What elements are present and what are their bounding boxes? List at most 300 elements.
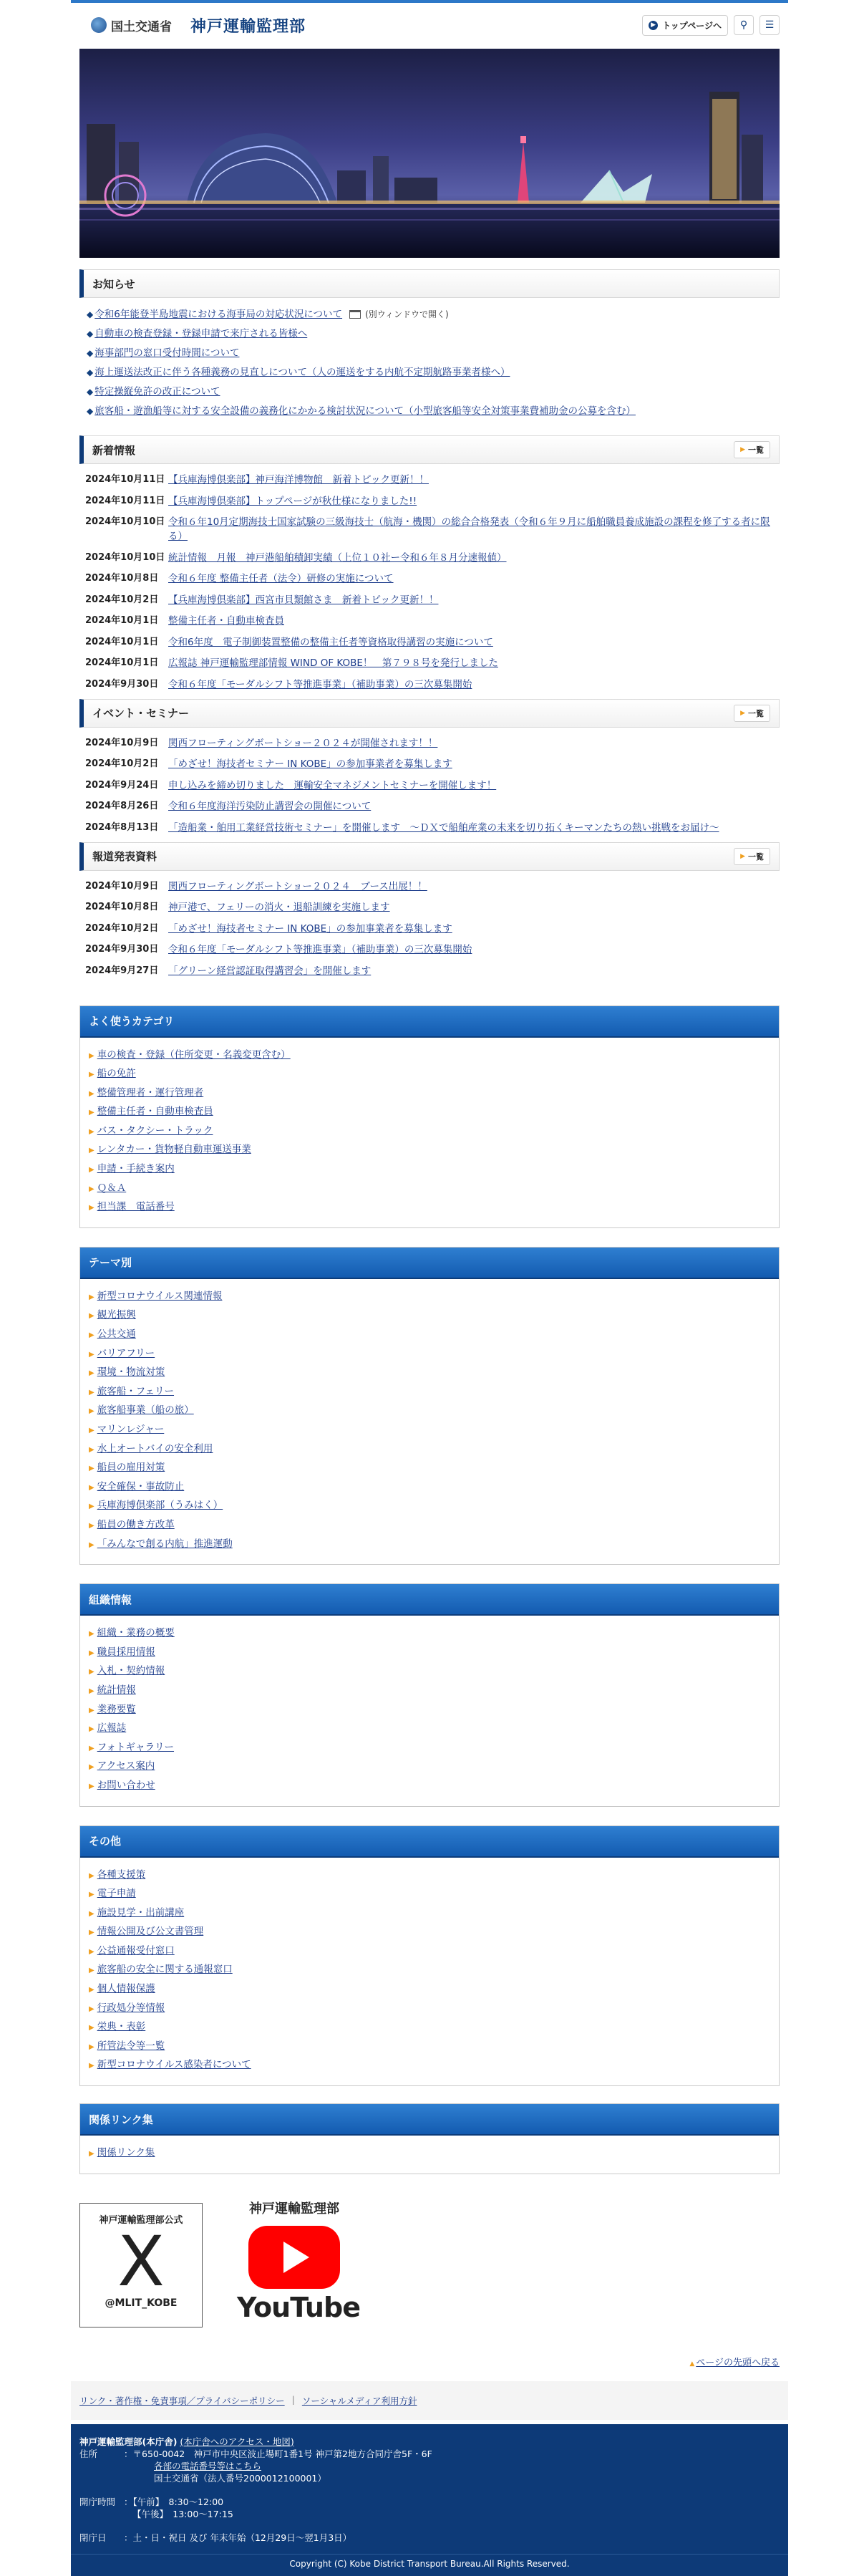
news-text-wrap	[168, 677, 780, 692]
news-date: 2024年9月24日	[85, 779, 159, 791]
arrow-up-icon: ▲	[689, 2360, 695, 2368]
category-item	[89, 2144, 779, 2163]
category-link[interactable]: 旅客船事業（船の旅）	[97, 1404, 194, 1417]
category-container	[71, 1005, 788, 2174]
category-link[interactable]: 行政処分等情報	[97, 2002, 165, 2014]
new-window-icon	[349, 310, 361, 319]
category-item	[89, 1103, 779, 1122]
back-to-top	[79, 2355, 780, 2368]
notice-item	[87, 324, 780, 344]
news-date: 2024年10月8日	[85, 902, 159, 912]
news-date: 2024年9月27日	[85, 965, 159, 976]
news-date: 2024年8月13日	[85, 821, 159, 833]
news-item	[85, 942, 780, 957]
arrow-right-icon: ▶	[89, 2024, 94, 2032]
press-more-button[interactable]	[734, 848, 770, 865]
category-title: その他	[80, 1826, 779, 1858]
news-date: 2024年10月1日	[85, 657, 159, 668]
news-text-wrap	[168, 757, 780, 771]
youtube-banner[interactable]	[237, 2201, 360, 2327]
category-item	[89, 2018, 779, 2037]
news-text-wrap	[168, 614, 780, 628]
arrow-right-icon: ▶	[89, 1649, 94, 1657]
category-item	[89, 1478, 779, 1497]
category-box	[79, 1005, 780, 1228]
news-text-wrap	[168, 799, 780, 814]
category-link[interactable]: 「みんなで創る内航」推進運動	[97, 1538, 233, 1550]
latest-header	[79, 435, 780, 464]
category-link[interactable]: 情報公開及び公文書管理	[97, 1926, 204, 1938]
category-item	[89, 1866, 779, 1886]
news-text-wrap	[168, 778, 780, 793]
category-link[interactable]: 各種支援策	[97, 1868, 146, 1881]
category-list	[80, 1038, 779, 1227]
arrow-right-icon: ▶	[89, 1483, 94, 1492]
closed-label: 閉庁日	[79, 2532, 107, 2543]
notice-item	[87, 402, 780, 421]
arrow-right-icon: ▶	[89, 1127, 94, 1136]
events-list	[79, 736, 780, 835]
category-item	[89, 1402, 779, 1421]
news-text-wrap	[168, 515, 780, 544]
category-box	[79, 1583, 780, 1806]
closed-text: ：土・日・祝日 及び 年末年始（12月29日～翌1月3日）	[124, 2532, 352, 2543]
category-link[interactable]: 兵庫海博倶楽部（うみはく）	[97, 1500, 223, 1512]
category-item	[89, 1364, 779, 1383]
events-title: イベント・セミナー	[92, 707, 190, 720]
arrow-right-icon: ▶	[89, 1967, 94, 1975]
category-item	[89, 1662, 779, 1682]
news-text-wrap	[168, 571, 780, 586]
latest-more-button[interactable]	[734, 441, 770, 458]
news-link[interactable]: 【兵庫海博倶楽部】神戸海洋博物館 新着トピック更新！！	[168, 474, 429, 486]
news-item	[85, 614, 780, 628]
social-policy-link[interactable]: ソーシャルメディア利用方針	[301, 2395, 417, 2406]
notice-link[interactable]: 特定操縦免許の改正について	[94, 386, 220, 397]
news-link[interactable]: 令和６年度 整備主任者（法令）研修の実施について	[168, 573, 394, 584]
search-icon: ⚲	[739, 19, 748, 31]
events-section	[79, 699, 780, 835]
brand	[91, 14, 306, 37]
arrow-right-icon: ▶	[89, 1929, 94, 1937]
arrow-right-icon: ▶	[89, 1706, 94, 1714]
events-more-button[interactable]	[734, 705, 770, 722]
top-page-label: トップページへ	[662, 20, 722, 31]
category-item	[89, 1326, 779, 1345]
category-link[interactable]: 船の免許	[97, 1068, 136, 1080]
news-date: 2024年10月10日	[85, 551, 165, 563]
category-link[interactable]: 整備主任者・自動車検査員	[97, 1106, 213, 1118]
youtube-logo-icon	[248, 2226, 340, 2289]
category-link[interactable]: 組織・業務の概要	[97, 1627, 175, 1639]
category-item	[89, 1624, 779, 1644]
category-link[interactable]: 整備管理者・運行管理者	[97, 1086, 204, 1099]
news-item	[85, 494, 780, 508]
news-date: 2024年10月8日	[85, 573, 159, 584]
category-item	[89, 1961, 779, 1980]
category-item	[89, 1701, 779, 1720]
category-box	[79, 2103, 780, 2174]
press-list	[79, 879, 780, 978]
arrow-right-icon: ▶	[89, 1369, 94, 1378]
news-item	[85, 593, 780, 607]
news-text-wrap	[168, 736, 780, 751]
category-item	[89, 1942, 779, 1962]
category-item	[89, 1719, 779, 1739]
category-list	[80, 1279, 779, 1564]
category-item	[89, 1141, 779, 1160]
category-link[interactable]: 入札・契約情報	[97, 1665, 165, 1677]
notice-item	[87, 382, 780, 402]
category-link[interactable]: フォトギャラリー	[97, 1741, 175, 1753]
news-text-wrap	[168, 964, 780, 978]
arrow-right-icon: ▶	[89, 1668, 94, 1677]
category-link[interactable]: 公益通報受付窓口	[97, 1944, 175, 1957]
news-text-wrap	[168, 473, 780, 487]
x-handle: @MLIT_KOBE	[105, 2297, 178, 2309]
category-link[interactable]: アクセス案内	[97, 1760, 155, 1772]
arrow-right-icon: ▶	[89, 1185, 94, 1193]
news-date: 2024年9月30日	[85, 944, 159, 955]
arrow-right-icon: ▶	[89, 1089, 94, 1098]
notice-link[interactable]: 海上運送法改正に伴う各種義務の見直しについて（人の運送をする内航不定期航路事業者様へ）	[94, 367, 510, 378]
arrow-right-icon: ▶	[89, 1502, 94, 1511]
category-link[interactable]: 広報誌	[97, 1722, 127, 1735]
news-item	[85, 900, 780, 915]
news-date: 2024年10月1日	[85, 636, 159, 647]
phone-row	[79, 2460, 780, 2472]
category-item	[89, 1516, 779, 1535]
youtube-wordmark: YouTube	[237, 2291, 360, 2323]
category-item	[89, 1459, 779, 1478]
arrow-right-icon: ▶	[89, 1763, 94, 1772]
news-link[interactable]: 令和６年10月定期海技士国家試験の三級海技士（航海・機関）の総合合格発表（令和６年９月に船舶職員養成施設の課程を修了する者に限る）	[168, 516, 770, 542]
category-link[interactable]: 申請・手続き案内	[97, 1163, 175, 1175]
copyright: Copyright (C) Kobe District Transport Bureau.All Rights Reserved.	[71, 2554, 788, 2576]
category-box	[79, 1247, 780, 1565]
arrow-right-icon: ▶	[89, 1166, 94, 1174]
category-link[interactable]: 旅客船の安全に関する通報窓口	[97, 1964, 233, 1976]
news-date: 2024年10月11日	[85, 474, 165, 485]
news-item	[85, 964, 780, 978]
news-link[interactable]: 「造船業・舶用工業経営技術セミナー」を開催します ～ＤＸで船舶産業の未来を切り拓くキーマンたちの熱い挑戦をお届け～	[168, 821, 719, 834]
category-link[interactable]: 担当課 電話番号	[97, 1201, 175, 1213]
news-link[interactable]: 広報誌 神戸運輸監理部情報 WIND OF KOBE！ 第７９８号を発行しました	[168, 657, 498, 669]
news-text-wrap	[168, 551, 780, 565]
arrow-right-icon: ▶	[89, 1521, 94, 1530]
more-label: 一覧	[748, 708, 764, 718]
x-logo-icon: X	[117, 2221, 165, 2302]
category-item	[89, 2037, 779, 2057]
news-link[interactable]: 令和6年度 電子制御装置整備の整備主任者等資格取得講習の実施について	[168, 636, 493, 648]
category-link[interactable]: バリアフリー	[97, 1347, 155, 1359]
arrow-right-icon: ▶	[89, 2042, 94, 2051]
category-link[interactable]: 施設見学・出前講座	[97, 1906, 185, 1919]
arrow-right-icon: ▶	[89, 1312, 94, 1321]
news-link[interactable]: 【兵庫海博倶楽部】西宮市貝類館さま 新着トピック更新！！	[168, 594, 439, 606]
category-item	[89, 1644, 779, 1663]
news-item	[85, 922, 780, 936]
news-item	[85, 778, 780, 793]
latest-section	[79, 435, 780, 692]
play-icon	[283, 2242, 309, 2273]
arrow-right-icon: ▶	[89, 1427, 94, 1434]
notice-link[interactable]: 自動車の検査登録・登録申請で来庁される皆様へ	[94, 328, 308, 339]
news-link[interactable]: 令和６年度海洋汚染防止講習会の開催について	[168, 801, 372, 812]
category-item	[89, 1904, 779, 1924]
news-item	[85, 473, 780, 487]
notice-list	[79, 305, 780, 421]
press-section	[79, 842, 780, 978]
phone-link[interactable]: 各部の電話番号等はこちら	[154, 2460, 262, 2471]
policy-link[interactable]: リンク・著作権・免責事項／プライバシーポリシー	[79, 2395, 285, 2406]
news-item	[85, 515, 780, 544]
category-link[interactable]: 所管法令等一覧	[97, 2040, 165, 2052]
closed-row	[79, 2532, 780, 2544]
category-link[interactable]: 職員採用情報	[97, 1646, 155, 1658]
news-link[interactable]: 「めざせ！海技者セミナー IN KOBE」の参加事業者を募集します	[168, 758, 452, 770]
news-item	[85, 551, 780, 565]
category-item	[89, 1923, 779, 1942]
category-title: 組織情報	[80, 1584, 779, 1616]
news-date: 2024年10月2日	[85, 922, 159, 934]
news-link[interactable]: 関西フローティングボートショー２０２４ ブース出展！！	[168, 880, 427, 892]
category-list	[80, 2136, 779, 2174]
arrow-right-icon: ▶	[89, 1071, 94, 1079]
category-item	[89, 1198, 779, 1217]
ministry-name: 国土交通省	[111, 19, 172, 34]
mlit-logo-icon	[91, 17, 107, 33]
category-item	[89, 1421, 779, 1440]
category-title: 関係リンク集	[80, 2104, 779, 2136]
category-item	[89, 1122, 779, 1142]
news-link[interactable]: 関西フローティングボートショー２０２４が開催されます！！	[168, 737, 438, 749]
news-date: 2024年10月1日	[85, 615, 159, 626]
category-link[interactable]: お問い合わせ	[97, 1779, 155, 1791]
category-item	[89, 1084, 779, 1104]
hours-pm: 【午後】 13:00～17:15	[132, 2508, 233, 2519]
diamond-icon: ◆	[87, 367, 94, 377]
access-link[interactable]: (本庁舎へのアクセス・地図)	[180, 2436, 294, 2447]
address-label: 住所	[79, 2448, 98, 2459]
hours-pm-row	[79, 2508, 780, 2520]
press-header	[79, 842, 780, 871]
news-item	[85, 799, 780, 814]
arrow-right-icon: ▶	[89, 2062, 94, 2070]
spacer	[79, 2508, 124, 2520]
mlit-logo-link[interactable]	[91, 16, 172, 34]
category-link[interactable]: 水上オートバイの安全利用	[97, 1442, 213, 1455]
category-link[interactable]: 観光振興	[97, 1309, 136, 1321]
category-item	[89, 1885, 779, 1904]
arrow-right-icon: ▶	[89, 1051, 94, 1060]
category-item	[89, 1345, 779, 1364]
category-item	[89, 2056, 779, 2075]
arrow-right-icon: ▶	[89, 1147, 94, 1155]
new-window-note: (別ウィンドウで開く)	[365, 309, 449, 319]
notice-title: お知らせ	[92, 277, 135, 291]
notice-link[interactable]: 旅客船・遊漁船等に対する安全設備の義務化にかかる検討状況について（小型旅客船等安全対策事業費補助金の公募を含む）	[94, 405, 636, 417]
x-banner[interactable]	[79, 2203, 203, 2327]
corp-row	[79, 2472, 780, 2484]
category-link[interactable]: 船員の雇用対策	[97, 1462, 165, 1474]
hours-row	[79, 2496, 780, 2508]
arrow-right-icon: ▶	[89, 1109, 94, 1117]
news-date: 2024年10月9日	[85, 880, 159, 892]
hero-image	[79, 49, 780, 258]
arrow-right-icon: ▶	[89, 1744, 94, 1752]
category-item	[89, 1383, 779, 1402]
arrow-right-icon: ▶	[89, 1986, 94, 1994]
notice-item	[87, 363, 780, 382]
category-link[interactable]: Ｑ＆Ａ	[97, 1182, 127, 1194]
more-label: 一覧	[748, 852, 764, 862]
news-text-wrap	[168, 593, 780, 607]
youtube-banner-title: 神戸運輸監理部	[249, 2201, 339, 2216]
footer-links	[71, 2381, 788, 2420]
category-link[interactable]: 電子申請	[97, 1888, 136, 1900]
news-link[interactable]: 統計情報 月報 神戸港船舶積卸実績（上位１０社ー令和６年８月分速報値）	[168, 551, 507, 564]
arrow-right-icon: ▶	[89, 2150, 94, 2158]
top-page-button[interactable]	[642, 15, 728, 36]
category-item	[89, 1160, 779, 1180]
category-link[interactable]: 新型コロナウイルス感染者について	[97, 2059, 251, 2071]
latest-list	[79, 473, 780, 692]
search-button[interactable]	[734, 15, 754, 35]
news-date: 2024年9月30日	[85, 678, 159, 690]
category-list	[80, 1616, 779, 1805]
arrow-right-icon: ▶	[89, 1465, 94, 1473]
news-item	[85, 677, 780, 692]
hours-label: 開庁時間	[79, 2496, 116, 2507]
category-item	[89, 1497, 779, 1516]
notice-link[interactable]: 令和6年能登半島地震における海事局の対応状況について	[94, 309, 343, 320]
news-item	[85, 635, 780, 650]
news-link[interactable]: 「グリーン経営認証取得講習会」を開催します	[168, 965, 372, 977]
footer-office-row	[79, 2436, 780, 2448]
diamond-icon: ◆	[87, 387, 94, 397]
address-text: ：〒650-0042 神戸市中央区波止場町1番1号 神戸第2地方合同庁舎5F・6F	[124, 2448, 432, 2459]
address-row	[79, 2448, 780, 2460]
category-link[interactable]: マリンレジャー	[97, 1424, 165, 1435]
arrow-right-icon: ▶	[89, 1407, 94, 1416]
arrow-right-icon: ▶	[89, 1782, 94, 1790]
arrow-right-icon: ▶	[89, 1687, 94, 1695]
site-name[interactable]: 神戸運輸監理部	[190, 17, 306, 36]
category-title: よく使うカテゴリ	[80, 1006, 779, 1038]
arrow-right-icon: ▶	[89, 1891, 94, 1899]
press-title: 報道発表資料	[92, 850, 157, 863]
category-link[interactable]: 車の検査・登録（住所変更・名義変更含む）	[97, 1048, 291, 1061]
category-box	[79, 1825, 780, 2087]
category-link[interactable]: 新型コロナウイルス関連情報	[97, 1290, 223, 1302]
arrow-right-icon: ▶	[649, 21, 658, 30]
back-to-top-link[interactable]: ページの先頭へ戻る	[696, 2357, 780, 2368]
diamond-icon: ◆	[87, 329, 94, 339]
notice-link[interactable]: 海事部門の窓口受付時間について	[94, 347, 240, 359]
corp-number: 国土交通省（法人番号2000012100001）	[154, 2472, 326, 2484]
arrow-right-icon: ▶	[89, 1947, 94, 1956]
sns-banners	[79, 2174, 780, 2327]
arrow-right-icon: ▶	[89, 1725, 94, 1734]
news-text-wrap	[168, 494, 780, 508]
menu-icon: ☰	[765, 19, 775, 31]
site-footer	[71, 2424, 788, 2554]
category-link[interactable]: レンタカー・貨物軽自動車運送事業	[97, 1144, 251, 1156]
news-date: 2024年10月10日	[85, 516, 165, 527]
category-item	[89, 1739, 779, 1758]
news-link[interactable]: 令和６年度「モーダルシフト等推進事業」（補助事業）の三次募集開始	[168, 944, 472, 955]
category-list	[80, 1858, 779, 2086]
news-link[interactable]: 【兵庫海博倶楽部】トップページが秋仕様になりました!!	[168, 495, 417, 507]
news-link[interactable]: 神戸港で、フェリーの消火・退船訓練を実施します	[168, 902, 390, 913]
latest-title: 新着情報	[92, 443, 136, 457]
news-link[interactable]: 「めざせ！海技者セミナー IN KOBE」の参加事業者を募集します	[168, 922, 452, 935]
category-link[interactable]: 環境・物流対策	[97, 1366, 165, 1379]
news-item	[85, 879, 780, 894]
news-text-wrap	[168, 656, 780, 670]
category-link[interactable]: 旅客船・フェリー	[97, 1385, 175, 1397]
category-item	[89, 1535, 779, 1555]
category-link[interactable]: 船員の働き方改革	[97, 1518, 175, 1530]
category-link[interactable]: 安全確保・事故防止	[97, 1480, 185, 1492]
spacer	[79, 2460, 124, 2472]
diamond-icon: ◆	[87, 309, 94, 319]
news-link[interactable]: 令和６年度「モーダルシフト等推進事業」（補助事業）の三次募集開始	[168, 678, 472, 690]
category-item	[89, 1999, 779, 2019]
notice-header	[79, 269, 780, 298]
category-item	[89, 1288, 779, 1307]
events-header	[79, 699, 780, 728]
diamond-icon: ◆	[87, 348, 94, 358]
diamond-icon: ◆	[87, 406, 94, 416]
news-item	[85, 736, 780, 751]
news-text-wrap	[168, 900, 780, 915]
news-item	[85, 821, 780, 835]
news-text-wrap	[168, 942, 780, 957]
hours-am: ：【午前】 8:30～12:00	[124, 2496, 224, 2507]
category-link[interactable]: 公共交通	[97, 1328, 136, 1341]
category-link[interactable]: 栄典・表彰	[97, 2021, 146, 2033]
arrow-right-icon: ▶	[740, 709, 745, 717]
notice-item	[87, 344, 780, 363]
arrow-right-icon: ▶	[89, 1204, 94, 1212]
news-text-wrap	[168, 635, 780, 650]
x-banner-title: 神戸運輸監理部公式	[99, 2214, 183, 2226]
arrow-right-icon: ▶	[89, 1388, 94, 1396]
category-link[interactable]: バス・タクシー・トラック	[97, 1124, 213, 1137]
menu-button[interactable]	[759, 15, 780, 35]
notice-section	[79, 269, 780, 421]
category-link[interactable]: 統計情報	[97, 1684, 136, 1696]
category-item	[89, 1757, 779, 1777]
arrow-right-icon: ▶	[740, 446, 745, 453]
category-link[interactable]: 業務要覧	[97, 1703, 136, 1715]
category-link[interactable]: 個人情報保護	[97, 1983, 155, 1995]
news-link[interactable]: 申し込みを締め切りました 運輸安全マネジメントセミナーを開催します！	[168, 779, 497, 791]
category-link[interactable]: 関係リンク集	[97, 2147, 155, 2159]
arrow-right-icon: ▶	[89, 1293, 94, 1301]
news-date: 2024年10月9日	[85, 737, 159, 748]
category-item	[89, 1306, 779, 1326]
category-item	[89, 1980, 779, 1999]
news-item	[85, 757, 780, 771]
category-item	[89, 1440, 779, 1460]
news-date: 2024年10月2日	[85, 594, 159, 605]
news-text-wrap	[168, 922, 780, 936]
arrow-right-icon: ▶	[89, 1331, 94, 1340]
news-link[interactable]: 整備主任者・自動車検査員	[168, 615, 284, 627]
